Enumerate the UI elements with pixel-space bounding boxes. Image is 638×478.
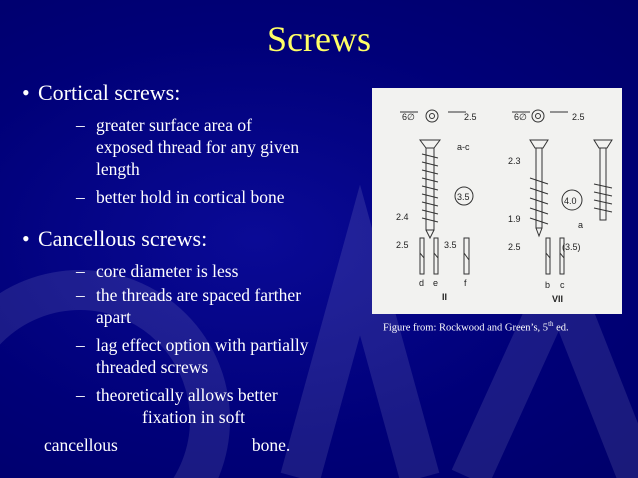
sub-item [76,384,278,428]
sub-item-line: theoretically allows better [96,385,278,405]
dash-marker: – [76,285,85,305]
dash-marker: – [76,261,85,281]
sub-item-line: core diameter is less [96,261,239,281]
fig-label: 3.5 [444,240,457,250]
fig-label: 6∅ [514,112,527,122]
sub-item-line: fixation in soft [142,407,246,427]
sub-item-line: better hold in cortical bone [96,187,285,207]
cancellous-screw-icon [594,140,612,220]
figure-caption [383,320,569,334]
fig-label: 2.5 [572,112,585,122]
cancellous-screw-icon [530,140,548,236]
fig-label: 1.9 [508,214,521,224]
bullet-heading: Cancellous screws: [38,226,208,251]
dash-marker: – [76,187,85,207]
bullet-dot: • [22,226,30,251]
fig-label: a [578,220,584,230]
tail-word: bone. [251,435,291,455]
sub-item [76,114,299,180]
sub-item-line: lag effect option with partially [96,335,309,355]
cortical-screw-icon [420,140,440,238]
bullet-cortical [22,80,180,106]
fig-label: 2.5 [508,242,521,252]
fig-label: b [545,280,551,290]
sub-item-line: the threads are spaced farther [96,285,302,305]
fig-label: a-c [457,142,470,152]
caption-text: Figure from: Rockwood and Green’s, 5 [383,322,549,334]
caption-text: ed. [553,322,569,334]
bullet-dot: • [22,80,30,105]
fig-label: 6∅ [402,112,415,122]
fig-label: 4.0 [564,196,577,206]
sub-item [76,284,301,328]
dash-marker: – [76,115,85,135]
washer-icon [426,110,438,122]
bullet-cancellous [22,226,207,252]
fig-label: 2.4 [396,212,409,222]
dash-marker: – [76,335,85,355]
fig-label: 2.5 [464,112,477,122]
fig-label: d [419,278,425,288]
slide-title: Screws [267,19,371,59]
sub-item-line: apart [96,307,131,327]
tail-line [44,434,290,456]
dash-marker: – [76,385,85,405]
sub-item-line: threaded screws [96,357,209,377]
sub-item [76,260,238,282]
fig-label: II [442,292,448,302]
fig-label: 2.3 [508,156,521,166]
fig-label: c [560,280,565,290]
fig-label: f [464,278,467,288]
washer-icon [532,110,544,122]
fig-label: (3.5) [562,242,581,252]
caption-superscript: th [548,320,554,328]
fig-label: 2.5 [396,240,409,250]
tail-word: cancellous [44,435,118,455]
sub-item [76,186,285,208]
drill-bit-icon [420,238,564,274]
sub-item [76,334,309,378]
sub-item-line: length [96,159,140,179]
fig-label: 3.5 [457,192,470,202]
fig-label: e [433,278,439,288]
bullet-heading: Cortical screws: [38,80,181,105]
screw-figure [372,88,622,314]
fig-label: VII [552,294,564,304]
sub-item-line: exposed thread for any given [96,137,300,157]
sub-item-line: greater surface area of [96,115,252,135]
